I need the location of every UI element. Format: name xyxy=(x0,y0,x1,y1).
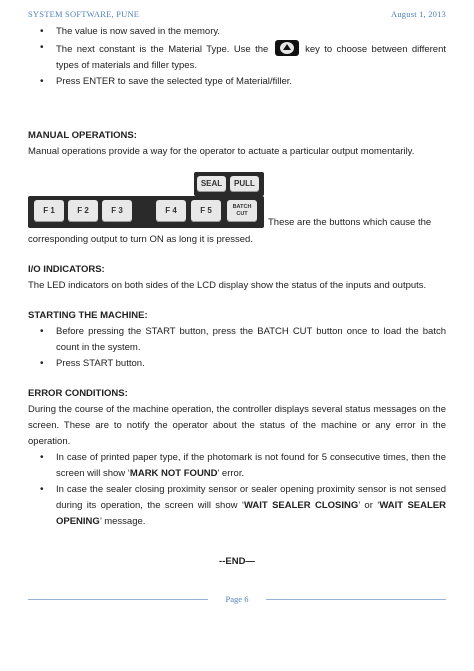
list-item: • In case of printed paper type, if the photomark is not found for 5 consecutive times, then the screen will show ‘MARK NOT FOUND’ error. xyxy=(28,450,446,482)
keypad-caption: These are the buttons which cause the xyxy=(268,217,432,228)
batch-cut-key: BATCH CUT xyxy=(227,200,257,222)
document-body xyxy=(28,24,446,570)
list-item: • Press ENTER to save the selected type of Material/filler. xyxy=(28,74,446,90)
list-item: • Press START button. xyxy=(28,356,446,372)
error-message-wait-sealer-opening: WAIT SEALER OPENING xyxy=(56,500,446,527)
f2-key: F 2 xyxy=(68,200,98,222)
list-item: • The next constant is the Material Type. Use the key to choose between different types of materials and filler types. xyxy=(28,40,446,74)
page-header xyxy=(28,9,446,23)
error-conditions-text: During the course of the machine operation, the controller displays several status messages on the screen. These are to notify the operator about the status of the machine or any error in the operation. xyxy=(28,404,446,447)
keypad-figure xyxy=(28,172,446,232)
f4-key: F 4 xyxy=(156,200,186,222)
up-arrow-key-icon xyxy=(275,40,299,56)
io-indicators-text: The LED indicators on both sides of the LCD display show the status of the inputs and outputs. xyxy=(28,280,427,291)
header-date: August 1, 2013 xyxy=(391,9,446,19)
io-indicators-title: I/O INDICATORS: xyxy=(28,264,105,275)
list-item: • Before pressing the START button, press the BATCH CUT button once to load the batch count in the system. xyxy=(28,324,446,356)
starting-machine-title: STARTING THE MACHINE: xyxy=(28,310,148,321)
manual-operations-title: MANUAL OPERATIONS: xyxy=(28,130,137,141)
f1-key: F 1 xyxy=(34,200,64,222)
pull-key: PULL xyxy=(230,176,259,192)
f3-key: F 3 xyxy=(102,200,132,222)
end-marker: --END— xyxy=(219,556,255,567)
error-bullet-list xyxy=(28,450,446,530)
f5-key: F 5 xyxy=(191,200,221,222)
header-company: SYSTEM SOFTWARE, PUNE xyxy=(28,9,140,19)
seal-key: SEAL xyxy=(197,176,226,192)
list-item: • In case the sealer closing proximity sensor or sealer opening proximity sensor is not sensed during its operation, the screen will show ‘WAIT SEALER CLOSING’ or ‘WAIT SEALER OPENING’ message. xyxy=(28,482,446,530)
intro-bullet-list xyxy=(28,24,446,90)
manual-operations-text: Manual operations provide a way for the operator to actuate a particular output momentarily. xyxy=(28,146,415,157)
error-message-mark-not-found: MARK NOT FOUND xyxy=(129,468,218,479)
keypad-caption-continued: corresponding output to turn ON as long it is pressed. xyxy=(28,234,253,245)
keypad-image xyxy=(28,172,264,228)
list-item: • The value is now saved in the memory. xyxy=(28,24,446,40)
page-number: Page 6 xyxy=(208,594,266,606)
starting-bullet-list xyxy=(28,324,446,372)
error-message-wait-sealer-closing: WAIT SEALER CLOSING xyxy=(243,500,359,511)
error-conditions-title: ERROR CONDITIONS: xyxy=(28,388,128,399)
